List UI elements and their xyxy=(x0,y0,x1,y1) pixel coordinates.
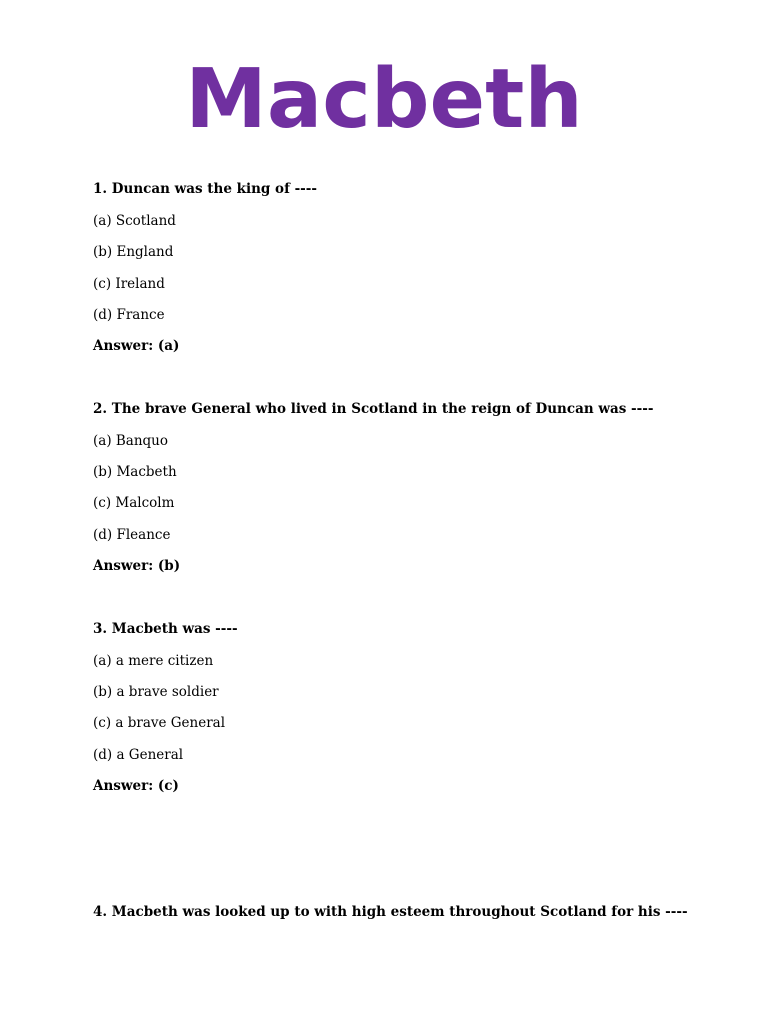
question-3-option-c: (c) a brave General xyxy=(93,715,226,731)
question-4-text: 4. Macbeth was looked up to with high esteem throughout Scotland for his ---- xyxy=(93,904,688,920)
question-2-option-a: (a) Banquo xyxy=(93,433,169,449)
document-title: Macbeth xyxy=(185,52,583,147)
question-1-option-d: (d) France xyxy=(93,307,165,323)
question-2-option-b: (b) Macbeth xyxy=(93,464,177,480)
question-3-option-d: (d) a General xyxy=(93,747,184,763)
question-3-text: 3. Macbeth was ---- xyxy=(93,621,238,637)
question-2-option-c: (c) Malcolm xyxy=(93,495,175,511)
question-3-answer: Answer: (c) xyxy=(93,778,179,794)
question-1-option-c: (c) Ireland xyxy=(93,276,165,292)
question-1-option-a: (a) Scotland xyxy=(93,213,176,229)
question-2-text: 2. The brave General who lived in Scotland in the reign of Duncan was ---- xyxy=(93,401,654,417)
question-1-text: 1. Duncan was the king of ---- xyxy=(93,181,317,197)
question-2-answer: Answer: (b) xyxy=(93,558,181,574)
question-1-option-b: (b) England xyxy=(93,244,174,260)
question-1-answer: Answer: (a) xyxy=(93,338,180,354)
question-3-option-b: (b) a brave soldier xyxy=(93,684,219,700)
question-2-option-d: (d) Fleance xyxy=(93,527,171,543)
question-3-option-a: (a) a mere citizen xyxy=(93,653,214,669)
